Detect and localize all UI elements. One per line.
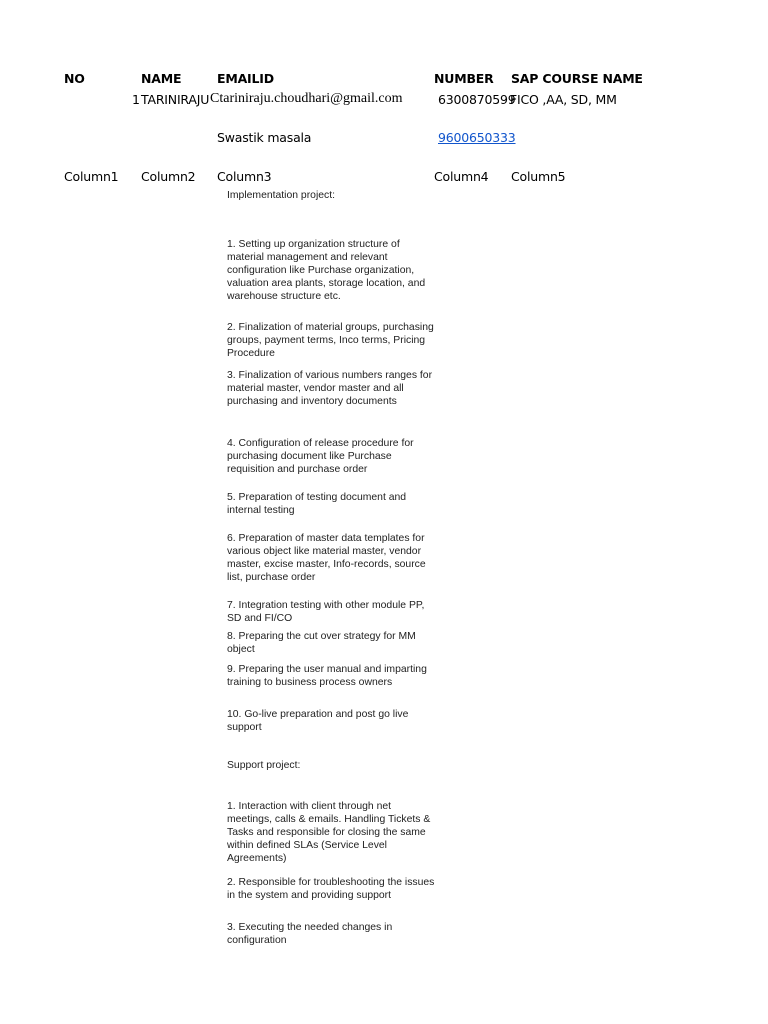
column3-label: Column3 (217, 169, 272, 184)
support-item-2: 2. Responsible for troubleshooting the issues in the system and providing support (227, 877, 435, 901)
impl-item-3: 3. Finalization of various numbers ranges for material master, vendor master and all purchasing and inventory documents (227, 370, 433, 407)
support-title: Support project: (227, 760, 301, 771)
row1-no: 1 (132, 92, 140, 107)
column1-label: Column1 (64, 169, 119, 184)
column5-label: Column5 (511, 169, 566, 184)
impl-item-7: 7. Integration testing with other module PP, SD and FI/CO (227, 600, 425, 624)
column4-label: Column4 (434, 169, 489, 184)
header-no: NO (64, 71, 85, 86)
row1-name: TARINIRAJU (141, 92, 210, 107)
support-item-1: 1. Interaction with client through net meetings, calls & emails. Handling Tickets & Tasks and responsible for closing the same within defined SLAs (Service Level Agreements) (227, 801, 431, 864)
row1-number: 6300870599 (438, 92, 516, 107)
header-sap-course-name: SAP COURSE NAME (511, 71, 643, 86)
header-emailid: EMAILID (217, 71, 274, 86)
impl-item-2: 2. Finalization of material groups, purchasing groups, payment terms, Inco terms, Pricing Procedure (227, 322, 434, 359)
support-item-3: 3. Executing the needed changes in configuration (227, 922, 393, 946)
header-name: NAME (141, 71, 182, 86)
column2-label: Column2 (141, 169, 196, 184)
row2-name: Swastik masala (217, 130, 312, 145)
implementation-title: Implementation project: (227, 190, 336, 201)
impl-item-1: 1. Setting up organization structure of material management and relevant configuration like Purchase organization, valuation area plants, storage location, and warehouse structure etc. (227, 239, 426, 302)
row2-number-link[interactable]: 9600650333 (438, 130, 516, 145)
impl-item-8: 8. Preparing the cut over strategy for MM object (227, 631, 416, 655)
row1-email: Ctariniraju.choudhari@gmail.com (210, 91, 403, 106)
impl-item-10: 10. Go-live preparation and post go live support (227, 709, 409, 733)
impl-item-4: 4. Configuration of release procedure for purchasing document like Purchase requisition and purchase order (227, 438, 414, 475)
impl-item-5: 5. Preparation of testing document and internal testing (227, 492, 407, 516)
row1-course: FICO ,AA, SD, MM (510, 92, 617, 107)
header-number: NUMBER (434, 71, 494, 86)
impl-item-9: 9. Preparing the user manual and imparting training to business process owners (227, 664, 427, 688)
impl-item-6: 6. Preparation of master data templates for various object like material master, vendor master, excise master, Info-records, source list, purchase order (227, 533, 426, 583)
